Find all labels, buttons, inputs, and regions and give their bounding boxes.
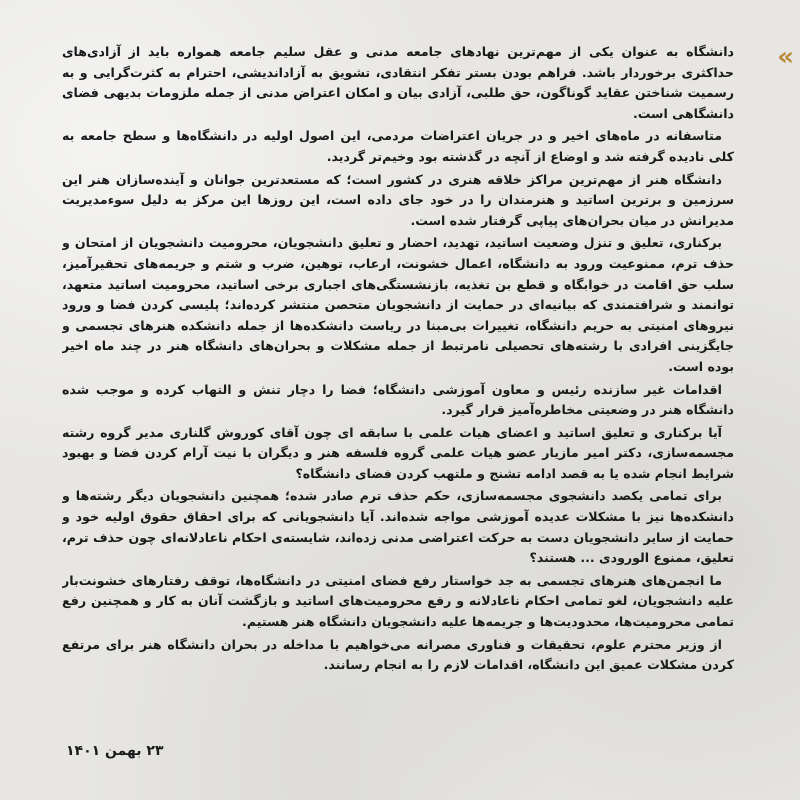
paragraph-dismissal-question: آیا برکناری و تعلیق اساتید و اعضای هیات علمی با سابقه ای چون آقای کوروش گلناری مدیر گروه رشته مجسمه‌سازی، دکتر امیر مازیار عضو هیات علمی گروه فلسفه هنر و دیگران با نیت آرام کردن فضا و بهبود شرایط انجام شده یا به قصد ادامه تشنج و ملتهب کردن فضای دانشگاه؟	[62, 424, 734, 481]
statement-body	[62, 42, 734, 782]
statement-date: ۲۳ بهمن ۱۴۰۱	[66, 743, 164, 759]
paragraph-minister-request: از وزیر محترم علوم، تحقیقات و فناوری مصرانه می‌خواهیم با مداخله در بحران دانشگاه هنر برای مرتفع کردن مشکلات عمیق این دانشگاه، اقدامات لازم را به انجام رسانند.	[62, 636, 734, 673]
paragraph-intro: دانشگاه به عنوان یکی از مهم‌ترین نهادهای جامعه مدنی و عقل سلیم جامعه همواره باید از آزادی‌های حداکثری برخوردار باشد. فراهم بودن بستر تفکر انتقادی، تشویق به آزاداندیشی، احترام به کثرت‌گرایی و به رسمیت شناختن عقاید گوناگون، حق طلبی، آزادی بیان و امکان اعتراض مدنی از جمله ملزومات بدیهی فضای دانشگاهی است.	[62, 44, 734, 121]
paragraph-students-penalties: برای تمامی یکصد دانشجوی مجسمه‌سازی، حکم حذف ترم صادر شده؛ همچنین دانشجویان دیگر رشته‌ها و دانشکده‌ها نیز با مشکلات عدیده آموزشی مواجه شده‌اند. آیا دانشجویانی که برای احقاق حقوق اولیه خود و حمایت از سایر دانشجویان دست به حرکت اعتراضی مدنی زده‌اند، شایسته‌ی احکام ناعادلانه‌ای چون حذف ترم، تعلیق، ممنوع الورودی ... هستند؟	[62, 488, 734, 566]
paragraph-management-actions: اقدامات غیر سازنده رئیس و معاون آموزشی دانشگاه؛ فضا را دچار تنش و التهاب کرده و موجب شده دانشگاه هنر در وضعیتی مخاطره‌آمیز قرار گیرد.	[62, 381, 734, 418]
paragraph-crisis-list: برکناری، تعلیق و تنزل وضعیت اساتید، تهدید، احضار و تعلیق دانشجویان، محرومیت دانشجویان از امتحان و حذف ترم، ممنوعیت ورود به دانشگاه، اعمال خشونت، ارعاب، توهین، ضرب و شتم و جریمه‌های تحقیرآمیز، سلب حق اقامت در خوابگاه و قطع بن تغذیه، بازنشستگی‌های اجباری برخی اساتید، محرومیت اساتید متعهد، توانمند و شرافتمندی که بیانیه‌ای در حمایت از دانشجویان متحصن منتشر کرده‌اند؛ پلیسی کردن فضا و ورود نیروهای امنیتی به حریم دانشگاه، تغییرات بی‌مبنا در ریاست دانشکده‌ها از جمله دانشکده هنرهای تجسمی و جایگزینی افرادی با رشته‌های تحصیلی نامرتبط از جمله مشکلات و بحران‌های دانشگاه هنر در چند ماه اخیر بوده است.	[62, 235, 734, 374]
double-chevron-quote-icon: «	[777, 42, 794, 72]
paragraph-demands: ما انجمن‌های هنرهای تجسمی به جد خواستار رفع فضای امنیتی در دانشگاه‌ها، توقف رفتارهای خشونت‌بار علیه دانشجویان، لغو تمامی احکام ناعادلانه و رفع محرومیت‌های اساتید و بازگشت آنان به کار و همچنین رفع تمامی محرومیت‌ها، محدودیت‌ها و جریمه‌ها علیه دانشجویان دانشگاه هنر هستیم.	[62, 572, 734, 630]
paragraph-recent-protests: متاسفانه در ماه‌های اخیر و در جریان اعتراضات مردمی، این اصول اولیه در دانشگاه‌ها و سطح جامعه به کلی نادیده گرفته شد و اوضاع از آنچه در گذشته بود وخیم‌تر گردید.	[62, 128, 734, 164]
paragraph-art-university: دانشگاه هنر از مهم‌ترین مراکز خلاقه هنری در کشور است؛ که مستعدترین جوانان و آینده‌سازان هنر این سرزمین و برترین اساتید و هنرمندان را در خود جای داده است، این روزها این مرکز به دلیل سوءمدیریت مدیرانش در میان بحران‌های پیاپی گرفتار شده است.	[62, 171, 734, 228]
